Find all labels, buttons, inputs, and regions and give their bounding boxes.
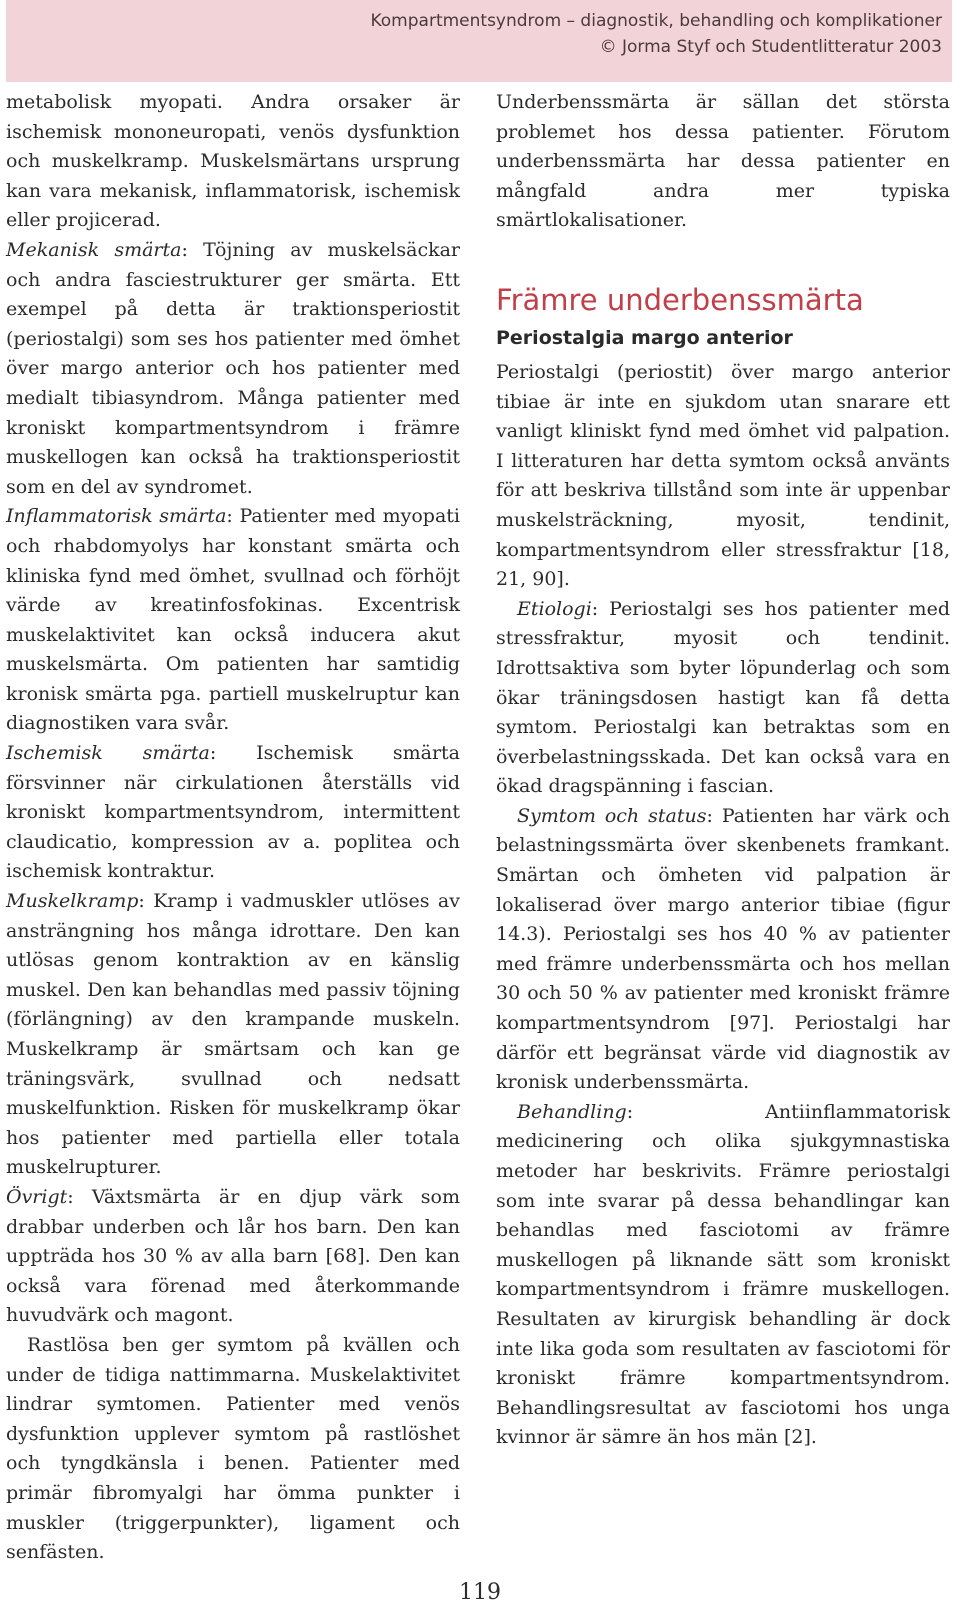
paragraph xyxy=(6,1183,460,1331)
paragraph-term: Behandling xyxy=(517,1100,627,1123)
paragraph-text: : Periostalgi ses hos patienter med stressfraktur, myosit och tendinit. Idrottsaktiva som byter löpunderlag och som ökar träningsdosen hastigt kan få detta symtom. Periostalgi kan betraktas som en överbelastningsskada. Det kan också vara en ökad dragspänning i fascian. xyxy=(496,597,950,798)
header-book-title: Kompartmentsyndrom – diagnostik, behandling och komplikationer xyxy=(370,11,942,31)
paragraph-text: : Patienter med myopati och rhabdomyolys har konstant smärta och kliniska fynd med ömhet, svullnad och förhöjt värde av kreatinfosfokinas. Excentrisk muskelaktivitet kan också inducera akut muskelsmärta. Om patienten har samtidig kronisk smärta pga. partiell muskelruptur kan diagnostiken vara svår. xyxy=(6,505,461,735)
paragraph-text: : Ischemisk smärta försvinner när cirkulationen återställs vid kroniskt kompartmentsyndrom, intermittent claudicatio, kompression av a. poplitea och ischemisk kontraktur. xyxy=(6,742,460,883)
paragraph-term: Övrigt xyxy=(6,1185,68,1208)
paragraph xyxy=(496,1098,950,1453)
page-number: 119 xyxy=(459,1580,501,1605)
paragraph xyxy=(496,595,950,802)
paragraph-term: Ischemisk smärta xyxy=(6,742,210,765)
paragraph xyxy=(496,802,950,1098)
paragraph: metabolisk myopati. Andra orsaker är ischemisk mononeuropati, venös dysfunktion och muskelkramp. Muskelsmärtans ursprung kan vara mekanisk, inflammatorisk, ischemisk eller projicerad. xyxy=(6,91,460,232)
paragraph-text: : Patienten har värk och belastningssmärta över skenbenets framkant. Smärtan och ömheten vid palpation är lokaliserad över margo anterior tibiae (figur 14.3). Periostalgi ses hos 40 % av patienter med främre underbenssmärta och hos mellan 30 och 50 % av patienter med kroniskt främre kompartmentsyndrom [97]. Periostalgi har därför ett begränsat värde vid diagnostik av kronisk underbenssmärta. xyxy=(496,804,951,1094)
paragraph: Periostalgi (periostit) över margo anterior tibiae är inte en sjukdom utan snarare ett vanligt kliniskt fynd med ömhet vid palpation. I litteraturen har detta symtom också använts för att beskriva tillstånd som inte är uppenbar muskelsträckning, myosit, tendinit, kompartmentsyndrom eller stressfraktur [18, 21, 90]. xyxy=(496,360,950,591)
right-column xyxy=(496,88,950,1453)
paragraph: Rastlösa ben ger symtom på kvällen och under de tidiga nattimmarna. Muskelaktivitet lindrar symtomen. Patienter med venös dysfunktion upplever symtom på rastlöshet och tyngdkänsla i benen. Patienter med primär fibromyalgi har ömma punkter i muskler (triggerpunkter), ligament och senfästen. xyxy=(6,1333,460,1564)
paragraph-term: Mekanisk smärta xyxy=(6,238,182,261)
paragraph-text: : Antiinflammatorisk medicinering och olika sjukgymnastiska metoder har beskrivits. Främre periostalgi som inte svarar på dessa behandlingar kan behandlas med fasciotomi av främre muskellogen på liknande sätt som kroniskt kompartmentsyndrom i främre muskellogen. Resultaten av kirurgisk behandling är dock inte lika goda som resultaten av fasciotomi för kroniskt främre kompartmentsyndrom. Behandlingsresultat av fasciotomi hos unga kvinnor är sämre än hos män [2]. xyxy=(496,1100,950,1449)
paragraph xyxy=(6,236,460,502)
paragraph-term: Symtom och status xyxy=(517,804,707,827)
paragraph-text: : Växtsmärta är en djup värk som drabbar underben och lår hos barn. Den kan uppträda hos 30 % av alla barn [68]. Den kan också vara förenad med återkommande huvudvärk och magont. xyxy=(6,1185,460,1327)
paragraph xyxy=(6,739,460,887)
section-heading: Främre underbenssmärta xyxy=(496,282,864,317)
header-copyright: © Jorma Styf och Studentlitteratur 2003 xyxy=(599,37,942,57)
paragraph: Underbenssmärta är sällan det största problemet hos dessa patienter. Förutom underbenssmärta har dessa patienter en mångfald andra mer typiska smärtlokalisationer. xyxy=(496,91,950,232)
paragraph xyxy=(6,887,460,1183)
paragraph-term: Inflammatorisk smärta xyxy=(6,505,227,528)
paragraph xyxy=(6,502,460,739)
paragraph-term: Muskelkramp xyxy=(6,890,139,913)
paragraph-text: : Töjning av muskelsäckar och andra fasciestrukturer ger smärta. Ett exempel på detta är traktionsperiostit (periostalgi) som ses hos patienter med ömhet över margo anterior och hos patienter med medialt tibiasyndrom. Många patienter med kroniskt kompartmentsyndrom i främre muskellogen kan också ha traktionsperiostit som en del av syndromet. xyxy=(6,238,461,498)
paragraph-text: : Kramp i vadmuskler utlöses av ansträngning hos många idrottare. Den kan utlösas genom kontraktion av en känslig muskel. Den kan behandlas med passiv töjning (förlängning) av den krampande muskeln. Muskelkramp är smärtsam och kan ge träningsvärk, svullnad och nedsatt muskelfunktion. Risken för muskelkramp ökar hos patienter med partiella eller totala muskelrupturer. xyxy=(6,890,460,1179)
sub-heading: Periostalgia margo anterior xyxy=(496,326,793,349)
running-header xyxy=(6,0,952,82)
paragraph-term: Etiologi xyxy=(517,597,592,620)
left-column xyxy=(6,88,460,1568)
